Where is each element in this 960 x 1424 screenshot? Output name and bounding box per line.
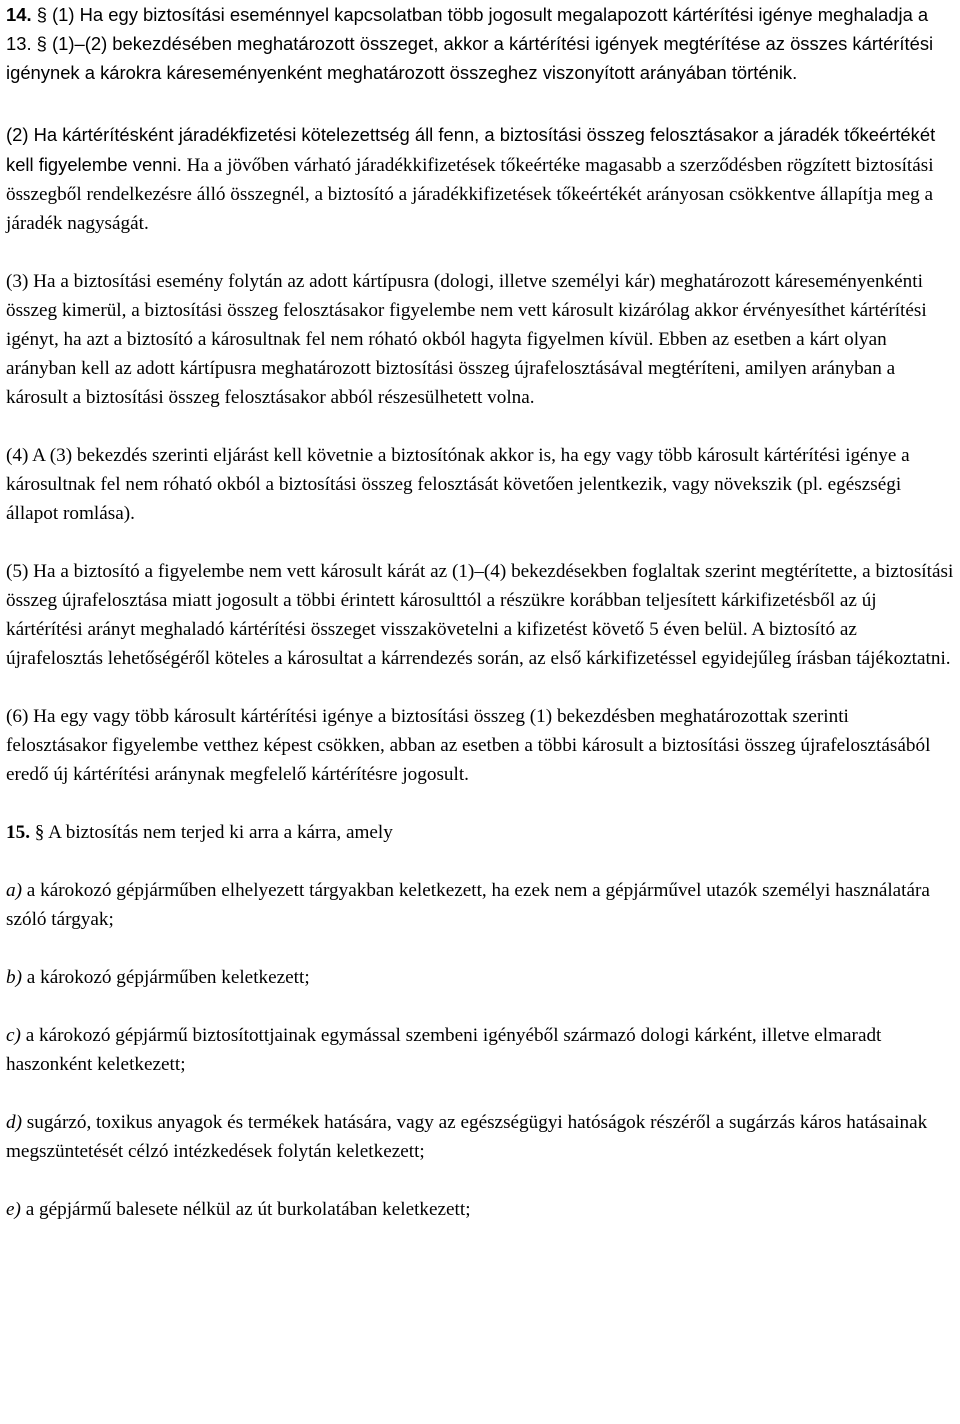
paragraph-14-1-text: (1) Ha egy biztosítási eseménnyel kapcsolatban több jogosult megalapozott kártérítési igénye meghaladja a 13. § (1)–(2) bekezdésében meghatározott összeget, akkor a kártérítési igények megtérítése az összes kártérítési igénynek a károkra káreseményenként meghatározott összeghez viszonyított arányában történik. [6, 4, 934, 83]
paragraph-14-2-sans-text: (2) Ha kártérítésként járadékfizetési kötelezettség áll fenn, a biztosítási összeg felosztásakor a járadék tőkeértékét kell figyelembe venni. [6, 124, 936, 175]
list-item-text: a károkozó gépjárműben elhelyezett tárgyakban keletkezett, ha ezek nem a gépjárművel utazók személyi használatára szóló tárgyak; [6, 880, 930, 930]
document-page [6, 0, 954, 1224]
list-item-text: sugárzó, toxikus anyagok és termékek hatására, vagy az egészségügyi hatóságok részéről a sugárzás káros hatásainak megszüntetését célzó intézkedések folytán keletkezett; [6, 1112, 928, 1162]
list-item-b [6, 963, 954, 992]
paragraph-14-4: (4) A (3) bekezdés szerinti eljárást kell követnie a biztosítónak akkor is, ha egy vagy több károsult kártérítési igénye a károsultnak fel nem róható okból a biztosítási összeg felosztását követően jelentkezik, vagy növekszik (pl. egészségi állapot romlása). [6, 445, 910, 524]
paragraph-14-1 [6, 0, 954, 87]
list-item-d [6, 1108, 954, 1166]
section-sign: § [31, 4, 53, 25]
list-item-label: a) [6, 880, 22, 901]
paragraph-14-5: (5) Ha a biztosító a figyelembe nem vett károsult kárát az (1)–(4) bekezdésekben foglaltak szerint megtérítette, a biztosítási összeg újrafelosztása miatt jogosult a többi érintett károsulttól a részükre korábban teljesített kárkifizetésből az új kártérítési arányt meghaladó kártérítési összeget visszakövetelni a kifizetést követő 5 éven belül. A biztosító az újrafelosztás lehetőségéről köteles a károsultat a kárrendezés során, az első kárkifizetéssel egyidejűleg írásban tájékoztatni. [6, 561, 954, 669]
paragraph-14-2 [6, 120, 954, 238]
list-item-a [6, 876, 954, 934]
section-number-14: 14. [6, 4, 32, 25]
list-item-label: d) [6, 1112, 22, 1133]
paragraph-15-intro [6, 818, 954, 847]
list-item-label: c) [6, 1025, 21, 1046]
list-item-e [6, 1195, 954, 1224]
list-item-text: a károkozó gépjárműben keletkezett; [21, 967, 310, 988]
section-number-15: 15. [6, 822, 30, 843]
list-item-label: b) [6, 967, 22, 988]
list-item-label: e) [6, 1199, 21, 1220]
paragraph-14-6: (6) Ha egy vagy több károsult kártérítési igénye a biztosítási összeg (1) bekezdésben meghatározottak szerinti felosztásakor figyelembe vetthez képest csökken, abban az esetben a többi károsult a biztosítási összeg újrafelosztásából eredő új kártérítési aránynak megfelelő kártérítésre jogosult. [6, 706, 931, 785]
list-item-c [6, 1021, 954, 1079]
section-sign: § [29, 822, 49, 843]
paragraph-15-intro-text: A biztosítás nem terjed ki arra a kárra, amely [48, 822, 393, 843]
paragraph-14-3: (3) Ha a biztosítási esemény folytán az adott kártípusra (dologi, illetve személyi kár) meghatározott káreseményenkénti összeg kimerül, a biztosítási összeg felosztásakor figyelembe nem vett károsult kizárólag akkor érvényesíthet kártérítési igényt, ha azt a biztosító a károsultnak fel nem róható okból hagyta figyelmen kívül. Ebben az esetben a kárt olyan arányban kell az adott kártípusra meghatározott biztosítási összeg újrafelosztásával megtéríteni, amilyen arányban a károsult a biztosítási összeg felosztásakor abból részesülhetett volna. [6, 271, 927, 408]
list-item-text: a gépjármű balesete nélkül az út burkolatában keletkezett; [20, 1199, 471, 1220]
paragraph-14-2-serif-text: Ha a jövőben várható járadékkifizetések tőkeértéke magasabb a szerződésben rögzített biztosítási összegből rendelkezésre álló összegnél, a biztosító a járadékkifizetések tőkeértékét arányosan csökkentve állapítja meg a járadék nagyságát. [6, 155, 934, 234]
list-item-text: a károkozó gépjármű biztosítottjainak egymással szembeni igényéből származó dologi kárként, illetve elmaradt haszonként keletkezett; [6, 1025, 882, 1075]
